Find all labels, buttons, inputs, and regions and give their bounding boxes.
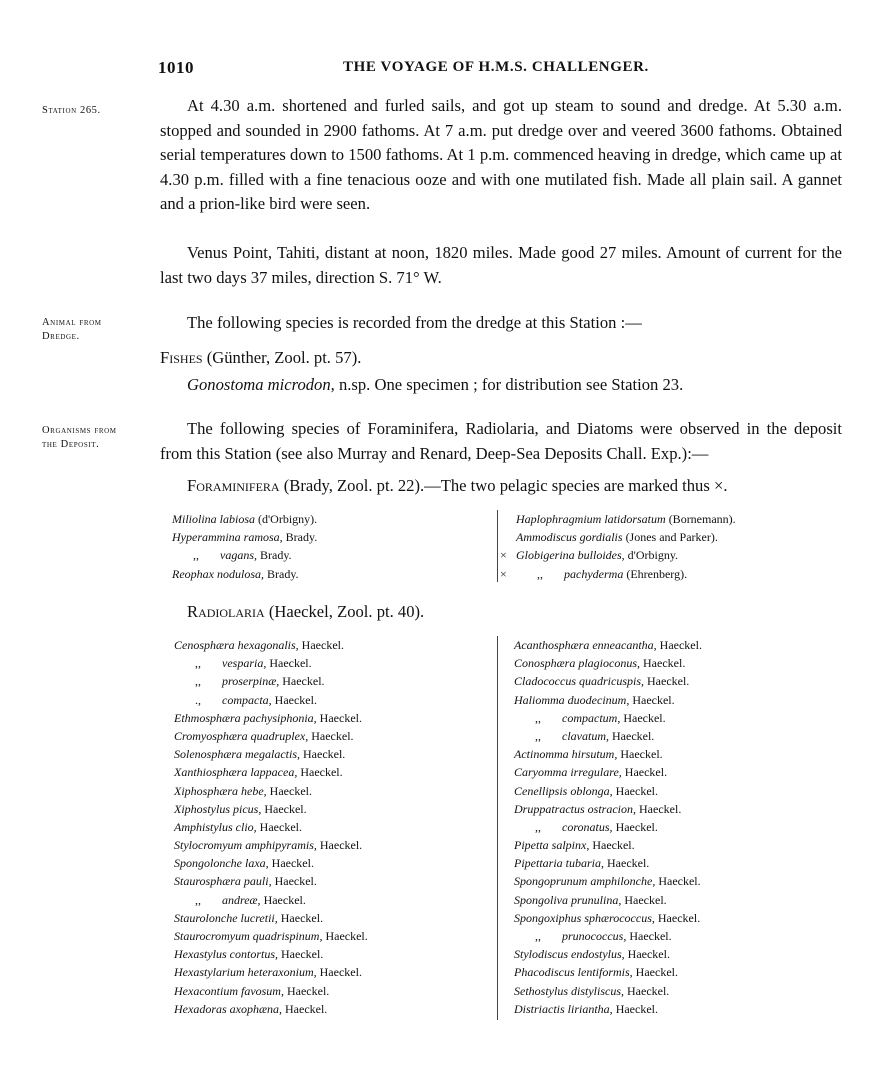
ditto-mark: ,, — [535, 710, 541, 725]
species-authority: Haeckel. — [286, 983, 330, 998]
species-authority: Haeckel. — [624, 892, 667, 907]
species-entry — [514, 818, 702, 836]
species-authority: Haeckel. — [615, 783, 658, 798]
species-authority: Haeckel. — [319, 838, 363, 853]
species-authority: Haeckel. — [301, 638, 344, 652]
species-name: Spongoprunum amphilonche, — [514, 874, 656, 889]
radiolaria-group-ref: (Haeckel, Zool. pt. 40). — [268, 602, 425, 621]
species-entry — [514, 963, 702, 981]
species-name: Staurocromyum quadrispinum, — [174, 929, 323, 943]
species-name: Hyperammina ramosa, — [172, 530, 283, 545]
species-name: Ethmosphæra pachysiphonia, — [174, 710, 317, 725]
species-name: Stylocromyum amphipyramis, — [174, 838, 317, 853]
species-entry — [174, 654, 368, 672]
species-entry — [172, 565, 317, 583]
organisms-intro-text: The following species of Foraminifera, Radiolaria, and Diatoms were observed in the deposit from this Station (see also Murray and Renard, Deep-Sea Deposits Chall. Exp.):— — [160, 419, 842, 463]
side-label-organisms-line1: Organisms from — [42, 425, 117, 436]
species-authority: Haeckel. — [319, 710, 362, 725]
animal-intro — [160, 311, 842, 336]
species-name: Hexastylus contortus, — [174, 947, 278, 962]
species-name: compacta, — [222, 692, 272, 707]
species-entry — [514, 909, 702, 927]
species-entry — [514, 709, 702, 727]
species-authority: Haeckel. — [607, 856, 650, 871]
species-entry — [174, 691, 368, 709]
foraminifera-column-divider — [497, 510, 498, 582]
foraminifera-heading — [187, 476, 727, 496]
species-entry — [514, 982, 702, 1000]
species-entry — [514, 636, 702, 654]
species-name: Cenellipsis oblonga, — [514, 783, 613, 798]
side-label-station: Station 265. — [42, 105, 101, 116]
species-authority: Haeckel. — [281, 947, 324, 962]
ditto-mark: ,, — [193, 548, 199, 563]
ditto-mark: ,, — [537, 566, 543, 581]
foraminifera-group-name: Foraminifera — [187, 476, 280, 495]
species-entry — [514, 945, 702, 963]
species-entry — [174, 963, 368, 981]
species-name: Miliolina labiosa — [172, 512, 256, 526]
species-authority: Haeckel. — [325, 929, 368, 943]
species-entry — [174, 636, 368, 654]
fishes-species-note: n.sp. One specimen ; for distribution see Station 23. — [338, 375, 684, 394]
ditto-mark: ,, — [535, 728, 541, 743]
species-authority: Haeckel. — [643, 656, 686, 671]
species-authority: (Ehrenberg). — [626, 566, 688, 581]
species-name: vagans, — [220, 548, 257, 563]
species-authority: (Bornemann). — [668, 512, 736, 526]
species-entry — [514, 854, 702, 872]
species-authority: Haeckel. — [274, 692, 317, 707]
animal-intro-text: The following species is recorded from the dredge at this Station :— — [187, 313, 642, 332]
species-name: Druppatractus ostracion, — [514, 801, 637, 816]
species-authority: Haeckel. — [635, 965, 678, 980]
species-name: Acanthosphæra enneacantha, — [514, 638, 657, 652]
species-entry — [172, 528, 317, 546]
organisms-intro — [160, 417, 842, 466]
species-entry — [514, 927, 702, 945]
species-name: Pipetta salpinx, — [514, 838, 590, 853]
species-name: Cladococcus quadricuspis, — [514, 674, 644, 689]
station-narrative — [160, 94, 842, 217]
species-authority: Haeckel. — [263, 892, 306, 907]
foraminifera-right-column — [500, 510, 736, 583]
species-name: Conosphæra plagioconus, — [514, 656, 641, 671]
foraminifera-left-column — [172, 510, 317, 583]
species-authority: Haeckel. — [303, 747, 346, 762]
radiolaria-right-column — [514, 636, 702, 1018]
species-authority: Haeckel. — [274, 874, 317, 889]
species-entry — [172, 510, 317, 528]
species-name: Spongoliva prunulina, — [514, 892, 622, 907]
species-authority: Haeckel. — [259, 819, 302, 834]
species-entry — [174, 982, 368, 1000]
radiolaria-group-name: Radiolaria — [187, 602, 265, 621]
species-name: Phacodiscus lentiformis, — [514, 965, 633, 980]
species-name: Globigerina bulloides, — [516, 548, 625, 563]
species-entry — [174, 872, 368, 890]
species-name: Xiphostylus picus, — [174, 801, 262, 816]
species-entry — [174, 709, 368, 727]
species-entry — [174, 782, 368, 800]
side-label-animal — [42, 316, 102, 344]
species-authority: Haeckel. — [657, 910, 701, 925]
species-authority: d'Orbigny. — [627, 548, 679, 563]
species-authority: Haeckel. — [285, 1001, 328, 1016]
species-name: Staurolonche lucretii, — [174, 910, 278, 925]
species-authority: (Jones and Parker). — [625, 530, 718, 545]
species-name: Xiphosphæra hebe, — [174, 783, 267, 798]
species-entry — [514, 672, 702, 690]
pelagic-mark: × — [500, 548, 507, 563]
species-name: Hexadoras axophæna, — [174, 1001, 282, 1016]
fishes-species-name: Gonostoma microdon, — [187, 375, 335, 394]
species-name: Amphistylus clio, — [174, 819, 257, 834]
species-authority: Haeckel. — [639, 801, 682, 816]
side-label-organisms-line2: the Deposit. — [42, 439, 100, 450]
species-name: Cromyosphæra quadruplex, — [174, 728, 309, 743]
species-authority: Haeckel. — [629, 929, 672, 943]
species-name: coronatus, — [562, 819, 613, 834]
fishes-species — [187, 375, 683, 395]
species-name: compactum, — [562, 710, 621, 725]
species-entry — [174, 945, 368, 963]
species-name: Cenosphæra hexagonalis, — [174, 638, 299, 652]
species-authority: Haeckel. — [282, 674, 325, 689]
species-authority: Haeckel. — [659, 638, 702, 652]
species-entry — [514, 836, 702, 854]
species-authority: Haeckel. — [615, 1001, 658, 1016]
species-authority: Haeckel. — [624, 765, 668, 780]
species-entry — [514, 691, 702, 709]
ditto-mark: ., — [195, 692, 201, 707]
species-authority: Haeckel. — [592, 838, 635, 853]
species-authority: Haeckel. — [300, 765, 343, 780]
species-entry — [500, 565, 736, 583]
species-entry — [174, 763, 368, 781]
species-name: andreæ, — [222, 892, 261, 907]
side-label-animal-line1: Animal from — [42, 317, 102, 328]
species-authority: Haeckel. — [615, 819, 658, 834]
species-authority: Brady. — [260, 548, 292, 563]
ditto-mark: ,, — [535, 819, 541, 834]
station-narrative-text: At 4.30 a.m. shortened and furled sails, and got up steam to sound and dredge. At 5.30 a.m. stopped and sounded in 2900 fathoms. At 7 a.m. put dredge over and veered 3600 fathoms. Obtained serial temperatures down to 1500 fathoms. At 1 p.m. commenced heaving in dredge, which came up at 4.30 p.m. filled with a fine tenacious ooze and with one mutilated fish. Made all plain sail. A gannet and a prion-like bird were seen. — [160, 96, 842, 213]
radiolaria-heading — [187, 602, 424, 622]
species-entry — [514, 891, 702, 909]
species-name: Spongoxiphus sphærococcus, — [514, 910, 655, 925]
species-entry — [514, 654, 702, 672]
species-entry — [174, 818, 368, 836]
species-entry — [514, 763, 702, 781]
foraminifera-group-ref: (Brady, Zool. pt. 22).—The two pelagic species are marked thus ×. — [283, 476, 728, 495]
species-entry — [174, 927, 368, 945]
species-entry — [174, 1000, 368, 1018]
species-entry — [514, 727, 702, 745]
fishes-heading — [160, 348, 361, 368]
species-name: Stylodiscus endostylus, — [514, 947, 625, 962]
species-authority: Haeckel. — [612, 728, 655, 743]
species-name: Hexacontium favosum, — [174, 983, 284, 998]
station-position-text: Venus Point, Tahiti, distant at noon, 1820 miles. Made good 27 miles. Amount of current for the last two days 37 miles, direction S. 71° W. — [160, 243, 842, 287]
station-position — [160, 241, 842, 290]
species-name: Actinomma hirsutum, — [514, 747, 618, 762]
species-entry — [514, 782, 702, 800]
species-name: Staurosphæra pauli, — [174, 874, 272, 889]
page-number: 1010 — [158, 58, 194, 77]
ditto-mark: ,, — [195, 674, 201, 689]
species-authority: (d'Orbigny). — [258, 512, 318, 526]
species-name: Caryomma irregulare, — [514, 765, 622, 780]
species-entry — [514, 745, 702, 763]
species-name: pachyderma — [564, 566, 624, 581]
species-name: Sethostylus distyliscus, — [514, 983, 624, 998]
species-name: Haliomma duodecinum, — [514, 692, 630, 707]
ditto-mark: ,, — [195, 656, 201, 671]
ditto-mark: ,, — [535, 929, 541, 943]
ditto-mark: ,, — [195, 892, 201, 907]
species-entry — [174, 727, 368, 745]
species-authority: Haeckel. — [280, 910, 324, 925]
species-entry — [500, 528, 736, 546]
species-entry — [172, 546, 317, 564]
fishes-group-name: Fishes — [160, 348, 203, 367]
species-name: proserpinæ, — [222, 674, 280, 689]
species-name: Reophax nodulosa, — [172, 566, 264, 581]
species-name: Haplophragmium latidorsatum — [516, 512, 666, 526]
species-authority: Haeckel. — [632, 692, 675, 707]
side-label-animal-line2: Dredge. — [42, 331, 80, 342]
species-authority: Haeckel. — [620, 747, 663, 762]
species-authority: Haeckel. — [311, 728, 354, 743]
pelagic-mark: × — [500, 566, 507, 581]
species-authority: Haeckel. — [269, 783, 312, 798]
species-name: prunococcus, — [562, 929, 627, 943]
species-name: clavatum, — [562, 728, 609, 743]
species-authority: Haeckel. — [627, 983, 670, 998]
species-entry — [174, 836, 368, 854]
species-authority: Haeckel. — [269, 656, 312, 671]
species-entry — [174, 891, 368, 909]
species-authority: Haeckel. — [264, 801, 307, 816]
species-name: Hexastylarium heteraxonium, — [174, 965, 317, 980]
species-authority: Brady. — [285, 530, 318, 545]
species-entry — [500, 546, 736, 564]
species-entry — [174, 745, 368, 763]
species-authority: Haeckel. — [319, 965, 362, 980]
species-name: Pipettaria tubaria, — [514, 856, 604, 871]
species-authority: Haeckel. — [647, 674, 690, 689]
species-entry — [514, 872, 702, 890]
species-authority: Haeckel. — [627, 947, 670, 962]
species-name: Solenosphæra megalactis, — [174, 747, 300, 762]
radiolaria-column-divider — [497, 636, 498, 1020]
species-entry — [500, 510, 736, 528]
side-label-organisms — [42, 424, 117, 452]
species-entry — [174, 854, 368, 872]
species-entry — [514, 800, 702, 818]
species-entry — [174, 800, 368, 818]
species-name: Spongolonche laxa, — [174, 856, 269, 871]
species-name: vesparia, — [222, 656, 267, 671]
species-authority: Haeckel. — [271, 856, 314, 871]
fishes-group-ref: (Günther, Zool. pt. 57). — [206, 348, 362, 367]
species-name: Xanthiosphæra lappacea, — [174, 765, 298, 780]
species-entry — [514, 1000, 702, 1018]
species-name: Distriactis liriantha, — [514, 1001, 613, 1016]
species-entry — [174, 909, 368, 927]
species-name: Ammodiscus gordialis — [516, 530, 623, 545]
radiolaria-left-column — [174, 636, 368, 1018]
species-authority: Haeckel. — [658, 874, 701, 889]
species-authority: Haeckel. — [623, 710, 666, 725]
running-title: THE VOYAGE OF H.M.S. CHALLENGER. — [343, 59, 649, 75]
species-entry — [174, 672, 368, 690]
species-authority: Brady. — [267, 566, 299, 581]
